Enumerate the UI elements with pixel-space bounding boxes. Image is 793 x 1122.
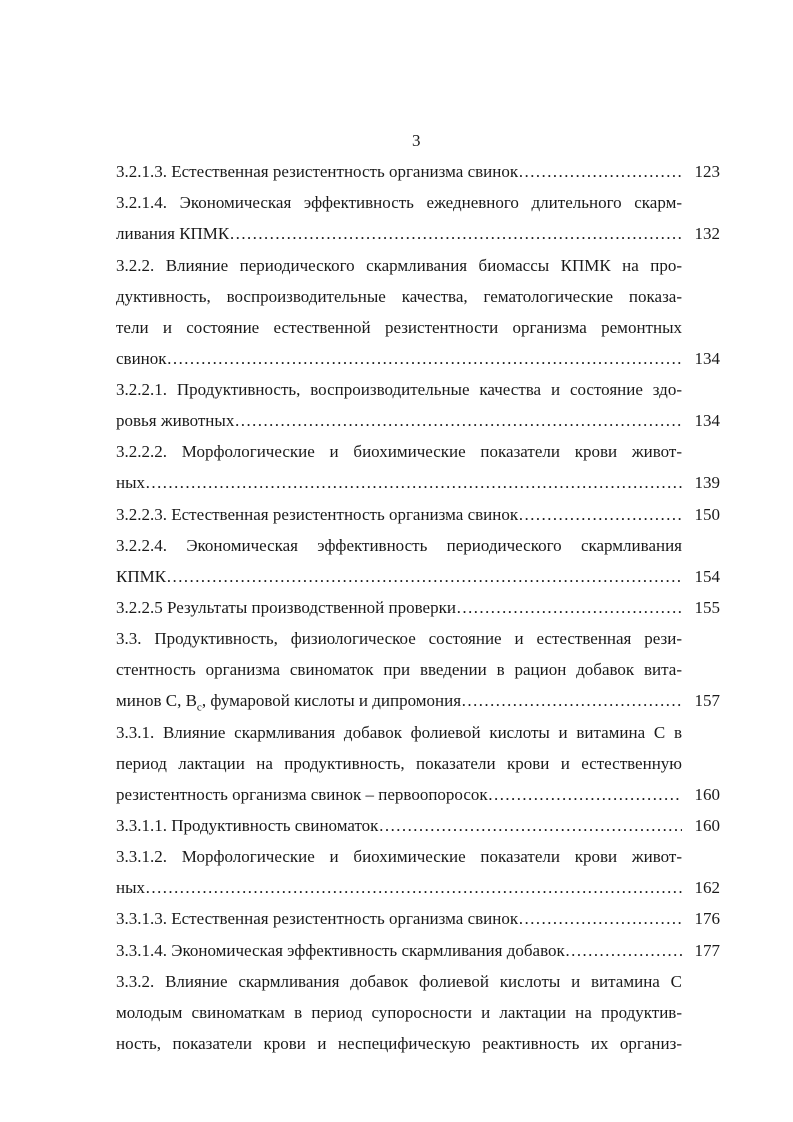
toc-entry-line: 3.2.2. Влияние периодического скармливания биомассы КПМК на про- bbox=[116, 256, 682, 275]
toc-entry-text: КПМК bbox=[116, 567, 167, 586]
toc-entry-text-part: минов С, B bbox=[116, 691, 197, 710]
toc-entry-line: ность, показатели крови и неспецифическую реактивность их организ- bbox=[116, 1034, 682, 1053]
toc-page-number: 155 bbox=[694, 598, 720, 617]
toc-page-number: 134 bbox=[694, 411, 720, 430]
toc-entry-text: ровья животных bbox=[116, 411, 235, 430]
dot-leader bbox=[518, 162, 682, 182]
toc-entry-line: молодым свиноматкам в период супоросности и лактации на продуктив- bbox=[116, 1003, 682, 1022]
toc-entry-line bbox=[116, 598, 682, 618]
toc-entry-line bbox=[116, 473, 682, 493]
dot-leader bbox=[166, 567, 682, 587]
toc-entry-text: свинок bbox=[116, 349, 167, 368]
toc-entry-line: 3.3. Продуктивность, физиологическое состояние и естественная рези- bbox=[116, 629, 682, 648]
dot-leader bbox=[234, 411, 682, 431]
dot-leader bbox=[456, 598, 682, 618]
toc-entry-line: 3.3.1.2. Морфологические и биохимические показатели крови живот- bbox=[116, 847, 682, 866]
toc-entry-line: 3.3.1. Влияние скармливания добавок фолиевой кислоты и витамина С в bbox=[116, 723, 682, 742]
toc-entry-line bbox=[116, 224, 682, 244]
toc-page-number: 162 bbox=[694, 878, 720, 897]
subscript: c bbox=[196, 701, 202, 714]
toc-entry-text: 3.2.2.3. Естественная резистентность организма свинок bbox=[116, 505, 519, 524]
toc-entry-text: ных bbox=[116, 473, 146, 492]
dot-leader bbox=[461, 691, 682, 713]
dot-leader bbox=[488, 785, 682, 805]
dot-leader bbox=[378, 816, 682, 836]
toc-page-number: 160 bbox=[694, 785, 720, 804]
toc-entry-line: 3.2.2.2. Морфологические и биохимические показатели крови живот- bbox=[116, 442, 682, 461]
toc-page-number: 157 bbox=[694, 691, 720, 710]
page-number: 3 bbox=[412, 131, 421, 150]
toc-page-number: 123 bbox=[694, 162, 720, 181]
toc-entry-line bbox=[116, 816, 682, 836]
dot-leader bbox=[229, 224, 682, 244]
dot-leader bbox=[145, 878, 682, 898]
toc-entry-line bbox=[116, 349, 682, 369]
toc-entry-line: дуктивность, воспроизводительные качества, гематологические показа- bbox=[116, 287, 682, 306]
toc-entry-line: 3.2.2.1. Продуктивность, воспроизводительные качества и состояние здо- bbox=[116, 380, 682, 399]
toc-entry-line: тели и состояние естественной резистентности организма ремонтных bbox=[116, 318, 682, 337]
toc-entry-text-part: , фумаровой кислоты и дипромония bbox=[201, 691, 462, 710]
dot-leader bbox=[518, 909, 682, 929]
toc-entry-line bbox=[116, 411, 682, 431]
toc-entry-text: ных bbox=[116, 878, 146, 897]
toc-entry-text: ливания КПМК bbox=[116, 224, 230, 243]
toc-page-number: 176 bbox=[694, 909, 720, 928]
toc-page-number: 134 bbox=[694, 349, 720, 368]
toc-entry-text: 3.3.1.1. Продуктивность свиноматок bbox=[116, 816, 379, 835]
toc-entry-line bbox=[116, 878, 682, 898]
toc-entry-line: 3.2.2.4. Экономическая эффективность периодического скармливания bbox=[116, 536, 682, 555]
toc-entry-line bbox=[116, 941, 682, 961]
toc-page-number: 177 bbox=[694, 941, 720, 960]
toc-entry-line: 3.2.1.4. Экономическая эффективность ежедневного длительного скарм- bbox=[116, 193, 682, 212]
toc-entry-text: 3.3.1.3. Естественная резистентность организма свинок bbox=[116, 909, 519, 928]
toc-entry-line: стентность организма свиноматок при введении в рацион добавок вита- bbox=[116, 660, 682, 679]
toc-entry-text bbox=[116, 691, 461, 713]
toc-entry-line: период лактации на продуктивность, показатели крови и естественную bbox=[116, 754, 682, 773]
toc-entry-line: 3.3.2. Влияние скармливания добавок фолиевой кислоты и витамина С bbox=[116, 972, 682, 991]
dot-leader bbox=[565, 941, 682, 961]
toc-entry-line bbox=[116, 691, 682, 713]
toc-entry-text: 3.2.2.5 Результаты производственной проверки bbox=[116, 598, 456, 617]
toc-page-number: 160 bbox=[694, 816, 720, 835]
toc-entry-text: резистентность организма свинок – первоопоросок bbox=[116, 785, 488, 804]
dot-leader bbox=[145, 473, 682, 493]
dot-leader bbox=[518, 505, 682, 525]
toc-entry-line bbox=[116, 785, 682, 805]
toc-entry-line bbox=[116, 909, 682, 929]
toc-entry-line bbox=[116, 505, 682, 525]
toc-entry-line bbox=[116, 567, 682, 587]
toc-page-number: 132 bbox=[694, 224, 720, 243]
toc-page-number: 150 bbox=[694, 505, 720, 524]
toc-page-number: 139 bbox=[694, 473, 720, 492]
toc-entry-line bbox=[116, 162, 682, 182]
toc-entry-text: 3.3.1.4. Экономическая эффективность скармливания добавок bbox=[116, 941, 565, 960]
toc-page-number: 154 bbox=[694, 567, 720, 586]
dot-leader bbox=[167, 349, 682, 369]
toc-entry-text: 3.2.1.3. Естественная резистентность организма свинок bbox=[116, 162, 519, 181]
